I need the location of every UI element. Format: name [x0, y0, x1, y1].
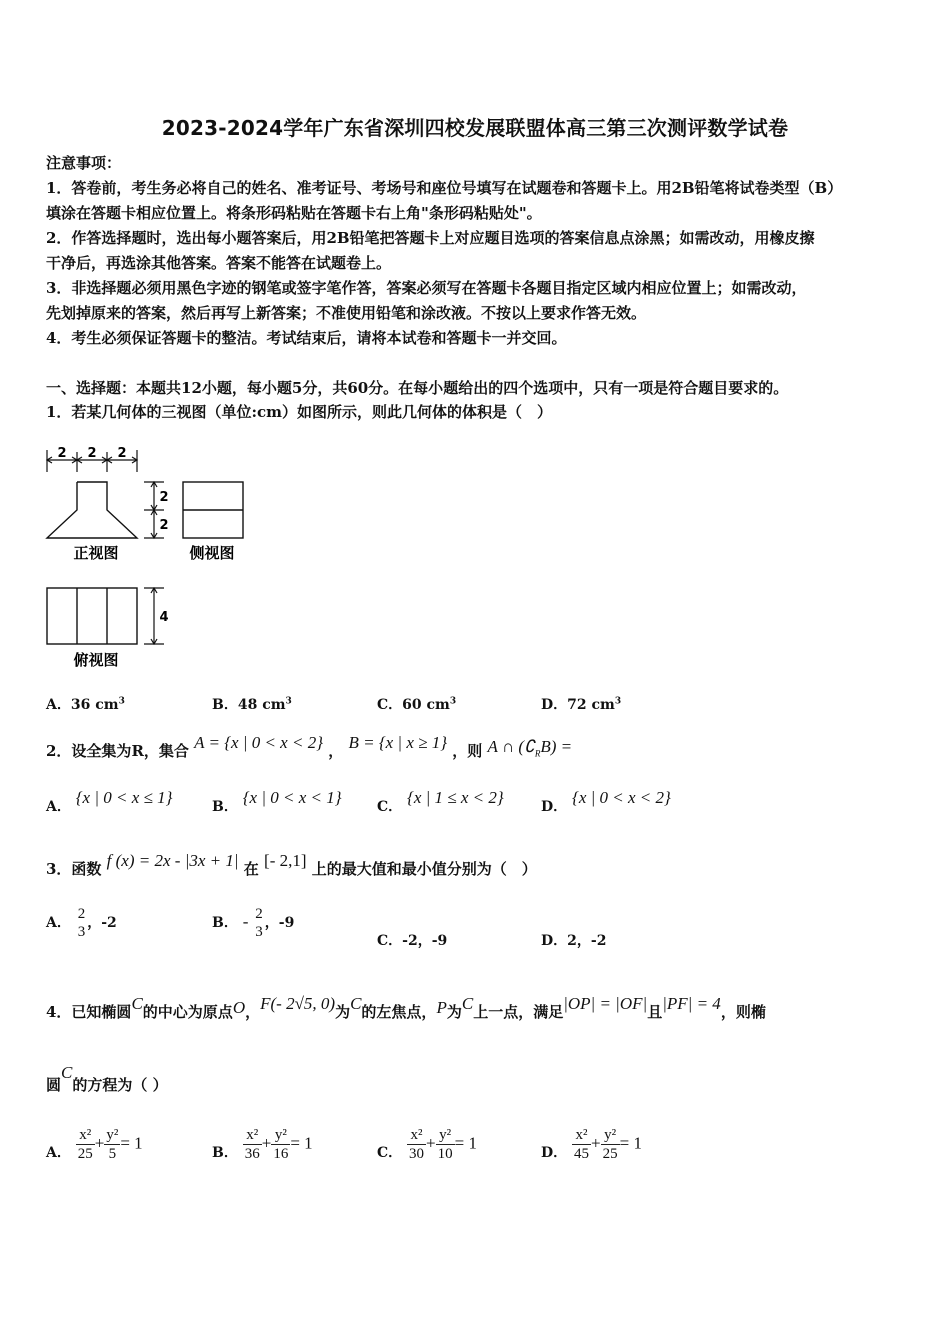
dim-label: 2	[159, 490, 169, 505]
q4-option-d[interactable]: D． $\frac{\text{x²}}{45}$ + $\frac{\text{y²}}{25}$ = 1	[541, 1127, 642, 1162]
q3-option-c[interactable]: C．-2，-9	[377, 933, 448, 949]
side-view-label: 侧视图	[189, 544, 235, 562]
exam-title: 2023-2024学年广东省深圳四校发展联盟体高三第三次测评数学试卷	[161, 116, 789, 140]
notice-line: 1．答卷前，考生务必将自己的姓名、准考证号、考场号和座位号填写在试题卷和答题卡上。用2B铅笔将试卷类型（B）	[46, 179, 843, 197]
q1-option-b[interactable]: B．48 $cm^3$	[212, 696, 292, 713]
question-1-stem: 1．若某几何体的三视图（单位:cm）如图所示，则此几何体的体积是（ ）	[46, 403, 552, 421]
q3-option-d[interactable]: D．2，-2	[541, 933, 607, 949]
q3-option-a[interactable]: A． 2 3 ，-2	[46, 906, 117, 940]
notice-line: 干净后，再选涂其他答案。答案不能答在试题卷上。	[46, 254, 392, 272]
notice-line: 填涂在答题卡相应位置上。将条形码粘贴在答题卡右上角"条形码粘贴处"。	[46, 204, 542, 222]
question-2-stem: 2．设全集为R，集合 A = {x | 0 < x < 2} ， B = {x | x ≥ 1} ，则 A ∩ $(∁_RB)$ =	[46, 733, 573, 760]
q2-option-b[interactable]: B． {x | 0 < x < 1}	[212, 788, 342, 815]
q1-option-a[interactable]: A．36 $cm^3$	[46, 696, 125, 713]
q2-option-c[interactable]: C． {x | 1 ≤ x < 2}	[377, 788, 504, 815]
notice-heading: 注意事项：	[46, 154, 122, 172]
q2-option-d[interactable]: D． {x | 0 < x < 2}	[541, 788, 671, 815]
question-4-stem: 4．已知椭圆C的中心为原点O，F(- 2√5, 0)为C的左焦点，P为C上一点，满足|OP| = |OF|且|PF| = 4，则椭	[46, 994, 766, 1021]
q4-option-c[interactable]: C． $\frac{\text{x²}}{30}$ + $\frac{\text{y²}}{10}$ = 1	[377, 1127, 477, 1162]
question-3-stem: 3．函数 f (x) = 2x - |3x + 1| 在 [- 2,1] 上的最大值和最小值分别为（ ）	[46, 851, 537, 878]
notice-line: 先划掉原来的答案，然后再写上新答案；不准使用铅笔和涂改液。不按以上要求作答无效。	[46, 304, 647, 322]
q4-option-b[interactable]: B． $\frac{\text{x²}}{36}$ + $\frac{\text{y²}}{16}$ = 1	[212, 1127, 313, 1162]
notice-line: 4．考生必须保证答题卡的整洁。考试结束后，请将本试卷和答题卡一并交回。	[46, 329, 567, 347]
q4-option-a[interactable]: A． $\frac{\text{x²}}{25}$ + $\frac{\text{y²}}{5}$ = 1	[46, 1127, 143, 1162]
notice-line: 2．作答选择题时，选出每小题答案后，用2B铅笔把答题卡上对应题目选项的答案信息点涂黑；如需改动，用橡皮擦	[46, 229, 815, 247]
dim-label: 2	[57, 446, 67, 461]
q2-option-a[interactable]: A． {x | 0 < x ≤ 1}	[46, 788, 173, 815]
q1-option-c[interactable]: C．60 $cm^3$	[377, 696, 457, 713]
section-heading: 一、选择题：本题共12小题，每小题5分，共60分。在每小题给出的四个选项中，只有一项是符合题目要求的。	[46, 379, 789, 397]
question-4-stem-line2: 圆C的方程为（ ）	[46, 1063, 168, 1094]
dim-label: 4	[159, 610, 169, 625]
front-view-label: 正视图	[73, 544, 119, 562]
dim-label: 2	[87, 446, 97, 461]
q3-option-b[interactable]: B． - 2 3 ，-9	[212, 906, 295, 940]
three-view-figure	[40, 440, 260, 675]
top-view-label: 俯视图	[73, 651, 119, 669]
notice-line: 3．非选择题必须用黑色字迹的钢笔或签字笔作答，答案必须写在答题卡各题目指定区域内相应位置上；如需改动，	[46, 279, 807, 297]
dim-label: 2	[159, 518, 169, 533]
q1-option-d[interactable]: D．72 $cm^3$	[541, 696, 622, 713]
dim-label: 2	[117, 446, 127, 461]
